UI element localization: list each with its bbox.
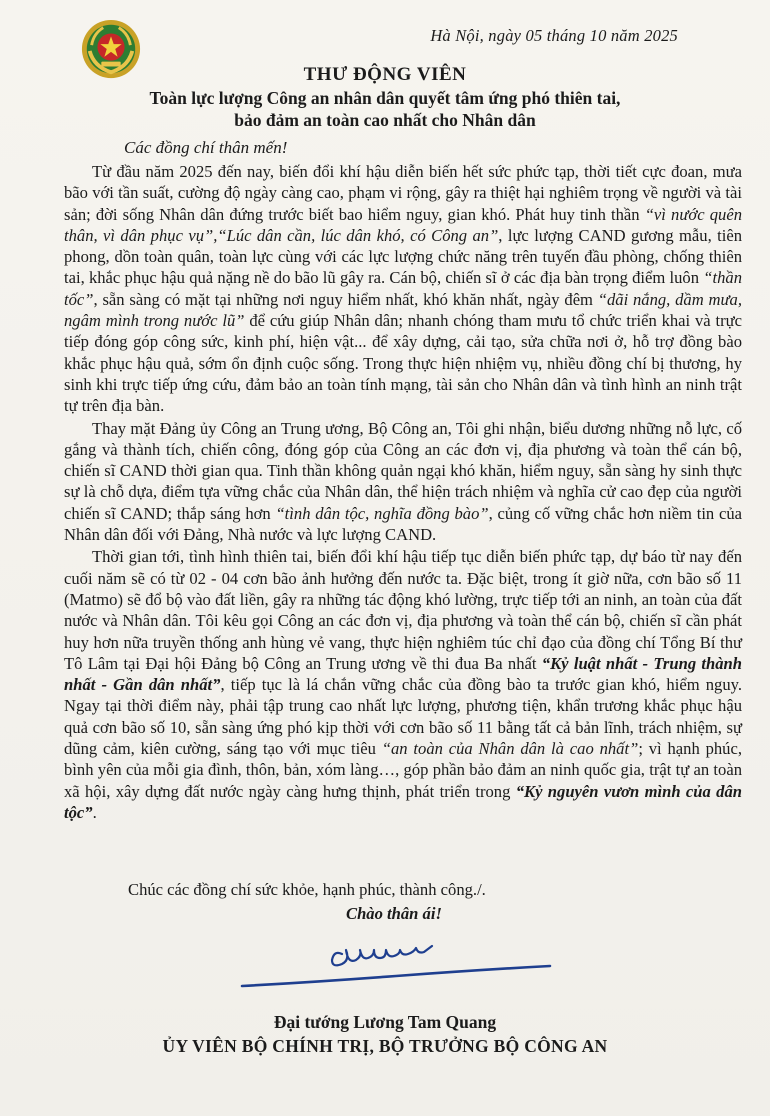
signer-name: Đại tướng Lương Tam Quang bbox=[273, 1012, 497, 1032]
greeting: Các đồng chí thân mến! bbox=[124, 138, 288, 157]
bold-emphasis-quote: “Kỷ nguyên vươn mình của dân tộc” bbox=[64, 781, 742, 822]
text-run: , lực lượng CAND gương mẫu, tiên phong, dồn toàn quân, toàn lực cùng với các lực lượng chức năng trên tuyến đầu phòng, chống thiên tai, khắc phục hậu quả nặng nề do bão lũ gây ra. Cán bộ, chiến sĩ ở các địa bàn trọng điểm luôn bbox=[64, 225, 742, 288]
letter-subtitle-line-1: Toàn lực lượng Công an nhân dân quyết tâm ứng phó thiên tai, bbox=[149, 88, 621, 108]
text-run: Thay mặt Đảng ủy Công an Trung ương, Bộ Công an, Tôi ghi nhận, biểu dương những nỗ lực, cố gắng và thành tích, chiến công, đóng góp của Công an các đơn vị, địa phương và toàn thể cán bộ, chiến sĩ CAND thời gian qua. Tinh thần không quản ngại khó khăn, hiểm nguy, sẵn sàng hy sinh thực sự là chỗ dựa, điểm tựa vững chắc của Nhân dân, thể hiện trách nhiệm và nghĩa cử cao đẹp của người chiến sĩ CAND; thắp sáng hơn bbox=[64, 418, 742, 523]
closing-line: Chúc các đồng chí sức khỏe, hạnh phúc, thành công./. bbox=[128, 880, 486, 899]
text-run: để cứu giúp Nhân dân; nhanh chóng tham mưu tổ chức triển khai và trực tiếp đóng góp công sức, kinh phí, hiện vật... để xây dựng, cải tạo, sửa chữa nơi ở, hỗ trợ đồng bào khắc phục hậu quả, sớm ổn định cuộc sống. Trong thực hiện nhiệm vụ, nhiều đồng chí bị thương, hy sinh khi trực tiếp ứng cứu, đảm bảo an toàn tính mạng, tài sản cho Nhân dân và tình hình an ninh trật tự trên địa bàn. bbox=[64, 311, 742, 416]
letter-body bbox=[64, 161, 742, 823]
text-run: Từ đầu năm 2025 đến nay, biến đổi khí hậu diễn biến hết sức phức tạp, thời tiết cực đoan, mưa bão với tần suất, cường độ ngày càng cao, phạm vi rộng, gây ra thiệt hại nghiêm trọng về người và tài sản; đời sống Nhân dân đứng trước biết bao hiểm nguy, gian khó. Phát huy tinh thần bbox=[64, 162, 742, 224]
text-run: . bbox=[92, 802, 97, 822]
paragraph-2 bbox=[64, 418, 742, 546]
text-run: Thời gian tới, tình hình thiên tai, biến đổi khí hậu tiếp tục diễn biến phức tạp, dự báo từ nay đến cuối năm sẽ có từ 02 - 04 cơn bão ảnh hưởng đến nước ta. Đặc biệt, trong ít giờ nữa, cơn bão số 11 (Matmo) sẽ đổ bộ vào đất liền, gây ra những tác động khó lường, trực tiếp tới an ninh, an toàn của đất nước và Nhân dân. Tôi kêu gọi Công an các đơn vị, địa phương và toàn thể cán bộ, chiến sĩ cần phát huy hơn nữa truyền thống anh hùng vẻ vang, thực hiện nghiêm túc chỉ đạo của đồng chí Tổng Bí thư Tô Lâm tại Đại hội Đảng bộ Công an Trung ương về thi đua Ba nhất bbox=[64, 547, 742, 673]
paragraph-1 bbox=[64, 161, 742, 417]
dateline: Hà Nội, ngày 05 tháng 10 năm 2025 bbox=[430, 26, 678, 45]
emphasis-quote: “thần tốc” bbox=[64, 268, 742, 309]
letter-title: THƯ ĐỘNG VIÊN bbox=[303, 64, 467, 85]
farewell: Chào thân ái! bbox=[346, 904, 442, 923]
signer-title: ỦY VIÊN BỘ CHÍNH TRỊ, BỘ TRƯỞNG BỘ CÔNG AN bbox=[162, 1036, 608, 1056]
handwritten-signature bbox=[236, 928, 556, 998]
paragraph-3 bbox=[64, 546, 742, 823]
emphasis-quote: “dãi nắng, dầm mưa, ngâm mình trong nước lũ” bbox=[64, 289, 742, 331]
emphasis-quote: “tình dân tộc, nghĩa đồng bào” bbox=[275, 503, 489, 523]
text-run: , củng cố vững chắc hơn niềm tin của Nhân dân đối với Đảng, Nhà nước và lực lượng CAND. bbox=[64, 503, 742, 545]
letter-subtitle-line-2: bảo đảm an toàn cao nhất cho Nhân dân bbox=[234, 110, 536, 130]
bold-emphasis-quote: “Kỷ luật nhất - Trung thành nhất - Gần dân nhất” bbox=[64, 653, 743, 695]
emphasis-quote: “vì nước quên thân, vì dân phục vụ”,“Lúc dân cần, lúc dân khó, có Công an” bbox=[64, 204, 742, 245]
emphasis-quote: “an toàn của Nhân dân là cao nhất” bbox=[381, 739, 639, 759]
text-run: ; vì hạnh phúc, bình yên của mỗi gia đình, thôn, bản, xóm làng…, góp phần bảo đảm an ninh quốc gia, trật tự an toàn xã hội, xây dựng đất nước ngày càng hưng thịnh, phát triển trong bbox=[64, 739, 742, 801]
text-run: , sẵn sàng có mặt tại những nơi nguy hiểm nhất, khó khăn nhất, ngày đêm bbox=[93, 289, 598, 309]
text-run: , tiếp tục là lá chắn vững chắc của đồng bào ta trước gian khó, hiểm nguy. Ngay tại thời điểm này, phải tập trung cao nhất lực lượng, phương tiện, khẩn trương khắc phục hậu quả cơn bão số 10, sẵn sàng ứng phó kịp thời với cơn bão số 11 bằng tất cả bản lĩnh, trách nhiệm, sự dũng cảm, kiên cường, sáng tạo với mục tiêu bbox=[64, 675, 742, 759]
